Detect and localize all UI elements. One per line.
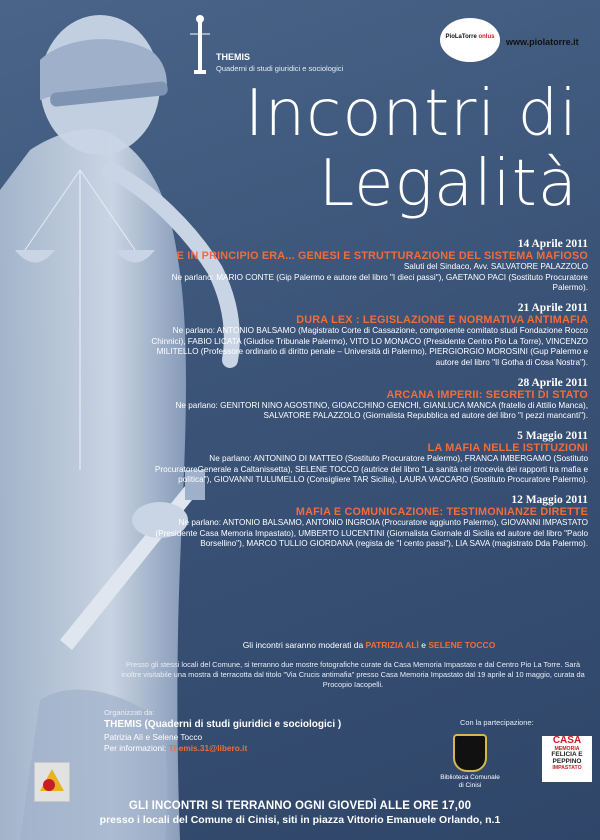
regione-sicilia-emblem — [34, 762, 70, 802]
biblioteca-caption: Biblioteca Comunale di Cinisi — [440, 774, 500, 789]
casa-logo-line-3: FELICIA E PEPPINO — [551, 750, 583, 765]
event-heading: ARCANA IMPERII: SEGRETI DI STATO — [386, 388, 588, 401]
event-line: Ne parlano: MARIO CONTE (Gip Palermo e autore del libro "I dieci passi"), GAETANO PACI (Sostituto Procuratore Palermo). — [171, 272, 588, 293]
moderator-name: PATRIZIA ALÌ — [365, 640, 419, 650]
footer-line-1: GLI INCONTRI SI TERRANNO OGNI GIOVEDÌ ALLE ORE 17,00 — [128, 800, 472, 812]
title-line-2: Legalità — [318, 147, 578, 221]
pio-la-torre-logo — [440, 18, 596, 62]
event-3 — [150, 377, 588, 422]
event-4 — [150, 430, 588, 486]
event-list — [150, 238, 588, 558]
event-date: 28 Aprile 2011 — [517, 376, 588, 389]
event-heading: MAFIA E COMUNICAZIONE: TESTIMONIANZE DIRETTE — [295, 505, 588, 518]
event-heading: LA MAFIA NELLE ISTITUZIONI — [427, 441, 588, 454]
event-date: 14 Aprile 2011 — [517, 238, 588, 250]
event-line: Ne parlano: ANTONINO DI MATTEO (Sostituto Procuratore Palermo), FRANCA IMBERGAMO (Sostituto ProcuratoreGenerale a Caltanissetta), SELENE TOCCO (autrice del libro "La sanità nel crocevia dei rapporti tra mafia e politica"), GIOVANNI TULUMELLO (Consigliere TAR Sicilia), LAURA VACCARO (Sostituto Procuratore Palermo). — [154, 453, 588, 485]
organizer-block — [104, 708, 354, 754]
themis-logo-subtitle: Quaderni di studi giuridici e sociologici — [216, 64, 344, 73]
pio-logo-text: PioLaTorre — [445, 34, 477, 40]
moderators-joiner: e — [421, 640, 427, 650]
partners-label: Con la partecipazione: — [460, 718, 534, 727]
event-heading: E IN PRINCIPIO ERA... GENESI E STRUTTURAZIONE DEL SISTEMA MAFIOSO — [176, 250, 588, 262]
event-line: Saluti del Sindaco, Avv. SALVATORE PALAZZOLO — [403, 262, 588, 271]
event-line: Ne parlano: ANTONIO BALSAMO (Magistrato Corte di Cassazione, componente comitato studi Fondazione Rocco Chinnici), FABIO LICATA (Giudice Tribunale Palermo), VITO LO MONACO (Presidente Centro Pio La Torre), VINCENZO MILITELLO (Professore ordinario di diritto penale – Università di Palermo), PIERGIORGIO MOROSINI (Gup Palermo e autore del libro "Il Gotha di Cosa Nostra"). — [151, 325, 588, 367]
pio-logo-suffix: onlus — [478, 34, 495, 40]
event-1 — [150, 238, 588, 294]
casa-logo-line-1: CASA — [552, 735, 582, 746]
justice-statue-icon — [188, 14, 212, 76]
event-5 — [150, 494, 588, 550]
casa-logo-line-2: MEMORIA — [554, 745, 580, 752]
title-line-1: Incontri di — [244, 77, 578, 151]
contact-email-link[interactable]: Themis.31@libero.it — [168, 742, 248, 753]
moderator-name: SELENE TOCCO — [428, 640, 496, 650]
event-heading: DURA LEX : LEGISLAZIONE E NORMATIVA ANTIMAFIA — [296, 313, 588, 326]
footer — [0, 800, 600, 826]
casa-logo-line-4: IMPASTATO — [552, 764, 582, 771]
event-line: Ne parlano: ANTONIO BALSAMO, ANTONIO INGROIA (Procuratore aggiunto Palermo), GIOVANNI IMPASTATO (Presidente Casa Memoria Impastato), UMBERTO LUCENTINI (Giornalista Giornale di Sicilia ed autore del libro "Paolo Borsellino"), MARCO TULLIO GIORDANA (regista de "I cento passi"), LIA SAVA (magistrato Dda Palermo). — [155, 517, 588, 549]
exhibitions-note: Presso gli stessi locali del Comune, si terranno due mostre fotografiche curate da Casa Memoria Impastato e dal Centro Pio La Torre. Sarà inoltre visitabile una mostra di terracotta dal titolo "Via Crucis antimafia" presso Casa Memoria Impastato dal 19 aprile al 10 maggio, curata da Procopio Iacopelli. — [121, 660, 585, 689]
footer-line-2: presso i locali del Comune di Cinisi, siti in piazza Vittorio Emanuele Orlando, n.1 — [99, 814, 501, 826]
event-date: 21 Aprile 2011 — [517, 301, 588, 314]
event-date: 12 Maggio 2011 — [511, 493, 588, 506]
organizer-people: Patrizia Alì e Selene Tocco — [104, 731, 203, 742]
pio-la-torre-seal — [440, 18, 500, 62]
event-date: 5 Maggio 2011 — [517, 429, 588, 442]
pio-url[interactable]: www.piolatorre.it — [506, 37, 579, 47]
organizer-name: THEMIS (Quaderni di studi giuridici e sociologici ) — [104, 719, 342, 731]
moderators-prefix: Gli incontri saranno moderati da — [242, 640, 364, 650]
casa-memoria-logo — [542, 736, 592, 782]
moderators-note — [150, 640, 588, 650]
page-title — [158, 77, 578, 221]
crest-icon — [453, 734, 487, 772]
biblioteca-crest — [440, 734, 500, 790]
event-2 — [150, 302, 588, 369]
themis-logo-name: THEMIS — [216, 52, 251, 62]
info-label: Per informazioni: — [104, 742, 167, 753]
organizer-label: Organizzati da: — [104, 708, 155, 717]
event-line: Ne parlano: GENITORI NINO AGOSTINO, GIOACCHINO GENCHI, GIANLUCA MANCA (fratello di Attilio Manca), SALVATORE PALAZZOLO (Giornalista Repubblica ed autore del libro "I pezzi mancanti"). — [175, 400, 588, 421]
themis-logo — [188, 14, 344, 76]
